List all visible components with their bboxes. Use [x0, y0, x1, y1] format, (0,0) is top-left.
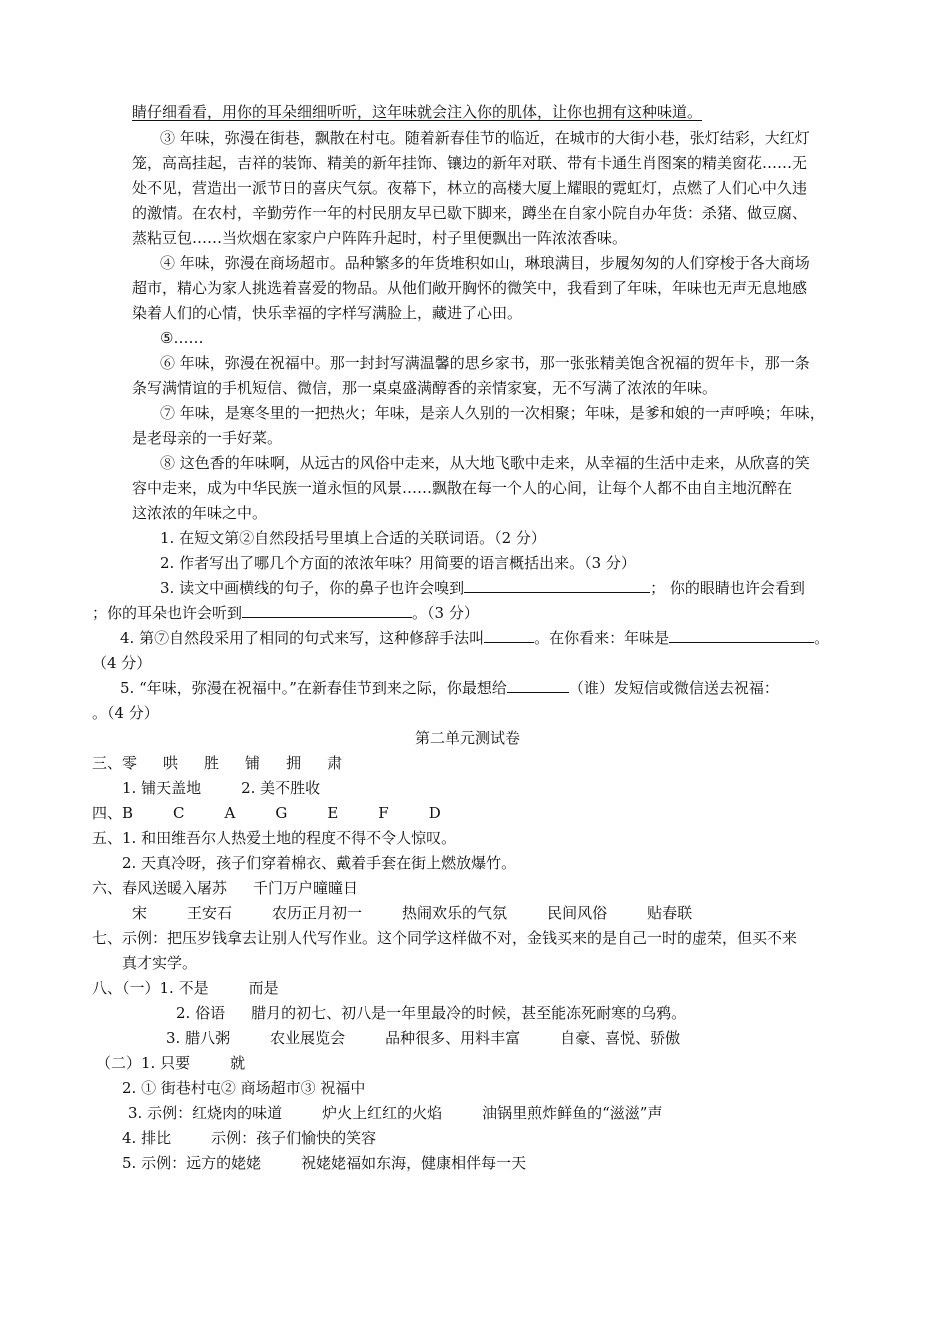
- section-6-item-4: 热闹欢乐的气氛: [402, 904, 508, 922]
- section-8-2-a: 2. 俗语: [176, 1004, 226, 1022]
- section-8b-5-b: 祝姥姥福如东海，健康相伴每一天: [301, 1154, 527, 1172]
- answer-blank-recipient[interactable]: [507, 676, 569, 693]
- section-3-item-1: 哄: [163, 754, 179, 772]
- question-4-line-1: [120, 626, 829, 650]
- section-6-item-2: 王安石: [187, 904, 233, 922]
- paragraph-6-line-2: 条写满情谊的手机短信、微信，那一桌桌盛满醇香的亲情家宴，无不写满了浓浓的年味。: [132, 379, 718, 397]
- answer-blank-nianwei[interactable]: [669, 626, 814, 643]
- question-3-text-a: 3. 读文中画横线的句子，你的鼻子也许会嗅到: [160, 579, 465, 597]
- section-4-item-3: G: [275, 804, 288, 822]
- section-8b-3-item-3: 油锅里煎炸鲜鱼的“滋滋”声: [482, 1104, 663, 1122]
- section-3-item-4: 拥: [286, 754, 302, 772]
- answer-section-3: [92, 751, 342, 775]
- section-8-3-item-3: 品种很多、用料丰富: [385, 1029, 521, 1047]
- paragraph-4-line-3: 染着人们的心情，快乐幸福的字样写满脸上，藏进了心田。: [132, 304, 523, 322]
- section-8b-1-a: （二）1. 只要: [96, 1054, 191, 1072]
- question-5-score: 。（4 分）: [92, 704, 159, 722]
- question-3-line-2: [92, 601, 479, 625]
- paragraph-3-line-4: 的激情。在农村，辛勤劳作一年的村民朋友早已歇下脚来，蹲坐在自家小院自办年货：杀猪、做豆腐、: [132, 204, 808, 222]
- answer-section-7-line-2: 真才实学。: [122, 954, 198, 972]
- paragraph-7-line-2: 是老母亲的一手好菜。: [132, 429, 283, 447]
- question-1: 1. 在短文第②自然段括号里填上合适的关联词语。（2 分）: [160, 529, 546, 547]
- answer-section-3-sub: [122, 776, 320, 800]
- answer-section-8-1: [92, 976, 279, 1000]
- section-6-item-3: 农历正月初一: [272, 904, 363, 922]
- answer-blank-hear[interactable]: [242, 601, 412, 618]
- paragraph-3-line-2: 笼，高高挂起，吉祥的装饰、精美的新年挂饰、镶边的新年对联、带有卡通生肖图案的精美窗花……无: [132, 154, 808, 172]
- paragraph-7-line-1: ⑦ 年味，是寒冬里的一把热火；年味，是亲人久别的一次相聚；年味，是爹和娘的一声呼唤；年味，: [160, 404, 825, 422]
- underlined-sentence-tail: 睛仔细看看，用你的耳朵细细听听，这年味就会注入你的肌体，让你也拥有这种味道。: [132, 103, 703, 121]
- answer-blank-smell[interactable]: [464, 576, 650, 593]
- section-6-item-1: 宋: [132, 904, 148, 922]
- section-3-item-5: 肃: [327, 754, 343, 772]
- answer-section-8b-2: 2. ① 街巷村屯② 商场超市③ 祝福中: [122, 1079, 366, 1097]
- section-8b-1-b: 就: [230, 1054, 246, 1072]
- section-3-item-0: 三、零: [92, 754, 138, 772]
- paragraph-3-line-3: 处不见，营造出一派节日的喜庆气氛。夜幕下，林立的高楼大厦上耀眼的霓虹灯，点燃了人们心中久违: [132, 179, 808, 197]
- section-4-item-4: E: [327, 804, 339, 822]
- section-3-sub-1: 1. 铺天盖地: [122, 779, 202, 797]
- section-6-poem-line-1: 六、春风送暖入屠苏: [92, 879, 228, 897]
- section-6-item-5: 民间风俗: [547, 904, 608, 922]
- answer-section-8b-4: [122, 1126, 376, 1150]
- section-4-item-0: 四、B: [92, 804, 134, 822]
- question-5-line-1: [120, 676, 779, 700]
- question-3-text-b: ； 你的眼睛也许会看到: [650, 579, 805, 597]
- section-6-item-6: 贴春联: [647, 904, 693, 922]
- paragraph-3-line-1: ③ 年味，弥漫在街巷，飘散在村屯。随着新春佳节的临近，在城市的大街小巷，张灯结彩，大红灯: [160, 129, 810, 147]
- answer-section-8-3: [166, 1026, 680, 1050]
- section-6-poem-line-2: 千门万户曈曈日: [253, 879, 359, 897]
- paragraph-4-line-2: 超市，精心为家人挑选着喜爱的物品。从他们敞开胸怀的微笑中，我看到了年味，年味也无声无息地感: [132, 279, 808, 297]
- answer-section-5-1: 五、1. 和田维吾尔人热爱土地的程度不得不令人惊叹。: [92, 829, 457, 847]
- section-8b-3-item-1: 3. 示例：红烧肉的味道: [128, 1104, 283, 1122]
- section-8-1-a: 八、（一）1. 不是: [92, 979, 209, 997]
- section-8b-5-a: 5. 示例：远方的姥姥: [122, 1154, 262, 1172]
- section-3-item-3: 铺: [245, 754, 261, 772]
- answer-section-8b-3: [128, 1101, 662, 1125]
- answer-key-title: 第二单元测试卷: [415, 729, 521, 747]
- answer-section-8b-5: [122, 1151, 526, 1175]
- question-3-text-d: 。（3 分）: [412, 604, 479, 622]
- answer-section-7-line-1: 七、示例：把压岁钱拿去让别人代写作业。这个同学这样做不对，金钱买来的是自己一时的虚荣，但买不来: [92, 929, 798, 947]
- answer-section-6-line-1: [92, 876, 358, 900]
- answer-section-8-2: [176, 1001, 686, 1025]
- question-2: 2. 作者写出了哪几个方面的浓浓年味？用简要的语言概括出来。（3 分）: [160, 554, 636, 572]
- question-3-line-1: [160, 576, 805, 600]
- section-4-item-5: F: [378, 804, 389, 822]
- question-4-text-c: 。: [814, 629, 830, 647]
- paragraph-8-line-3: 这浓浓的年味之中。: [132, 504, 268, 522]
- section-8b-4-a: 4. 排比: [122, 1129, 172, 1147]
- section-4-item-1: C: [173, 804, 185, 822]
- paragraph-4-line-1: ④ 年味，弥漫在商场超市。品种繁多的年货堆积如山，琳琅满目，步履匆匆的人们穿梭于各大商场: [160, 254, 810, 272]
- section-8b-3-item-2: 炉火上红红的火焰: [322, 1104, 443, 1122]
- section-8b-4-b: 示例：孩子们愉快的笑容: [211, 1129, 377, 1147]
- section-8-3-item-4: 自豪、喜悦、骄傲: [560, 1029, 681, 1047]
- paragraph-3-line-5: 蒸粘豆包……当炊烟在家家户户阵阵升起时，村子里便飘出一阵浓浓香味。: [132, 229, 628, 247]
- question-5-text-a: 5. “年味，弥漫在祝福中。”在新春佳节到来之际，你最想给: [120, 679, 507, 697]
- answer-section-8b-1: [96, 1051, 245, 1075]
- paragraph-5: ⑤……: [160, 329, 204, 347]
- section-4-item-2: A: [224, 804, 236, 822]
- section-8-3-item-2: 农业展览会: [270, 1029, 346, 1047]
- question-5-text-b: （谁）发短信或微信送去祝福：: [568, 679, 779, 697]
- section-8-1-b: 而是: [248, 979, 279, 997]
- section-8-3-item-1: 3. 腊八粥: [166, 1029, 231, 1047]
- question-3-text-c: ；你的耳朵也许会听到: [92, 604, 243, 622]
- section-4-item-6: D: [428, 804, 441, 822]
- paragraph-6-line-1: ⑥ 年味，弥漫在祝福中。那一封封写满温馨的思乡家书，那一张张精美饱含祝福的贺年卡，那一条: [160, 354, 810, 372]
- section-3-sub-2: 2. 美不胜收: [241, 779, 321, 797]
- answer-blank-rhetoric[interactable]: [484, 626, 534, 643]
- paragraph-8-line-2: 容中走来，成为中华民族一道永恒的风景……飘散在每一个人的心间，让每个人都不由自主地沉醉在: [132, 479, 793, 497]
- answer-section-6-line-2: [132, 901, 692, 925]
- question-4-text-a: 4. 第⑦自然段采用了相同的句式来写，这种修辞手法叫: [120, 629, 485, 647]
- question-4-text-b: 。在你看来：年味是: [534, 629, 670, 647]
- answer-section-4: [92, 801, 441, 825]
- answer-section-5-2: 2. 天真冷呀，孩子们穿着棉衣、戴着手套在街上燃放爆竹。: [122, 854, 517, 872]
- question-4-score: （4 分）: [92, 654, 152, 672]
- section-8-2-b: 腊月的初七、初八是一年里最冷的时候，甚至能冻死耐寒的乌鸦。: [251, 1004, 687, 1022]
- paragraph-8-line-1: ⑧ 这色香的年味啊，从远古的风俗中走来，从大地飞歌中走来，从幸福的生活中走来，从欣喜的笑: [160, 454, 810, 472]
- section-3-item-2: 胜: [204, 754, 220, 772]
